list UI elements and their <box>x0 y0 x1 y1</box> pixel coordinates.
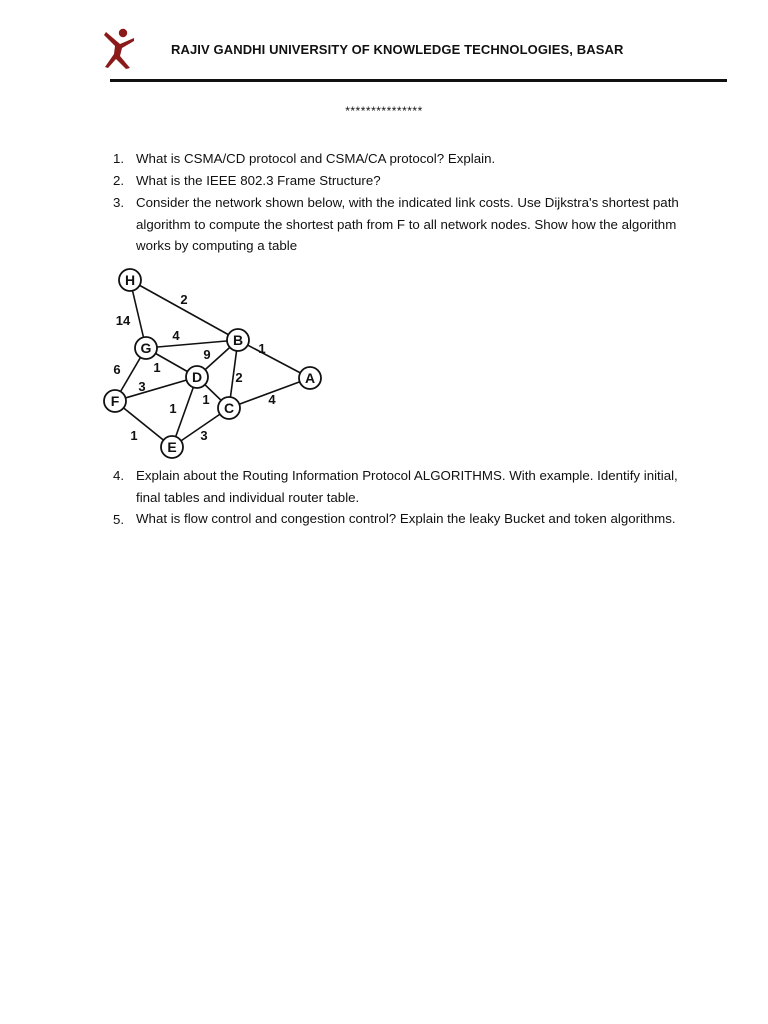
node-E <box>161 436 183 458</box>
node-G <box>135 337 157 359</box>
question-1 <box>113 148 679 170</box>
question-text: Consider the network shown below, with the indicated link costs. Use Dijkstra's shortest path algorithm to compute the shortest path from F to all network nodes. Show how the algorithm works by computing a table <box>136 195 679 253</box>
header-divider <box>110 79 727 82</box>
node-label: E <box>167 439 177 455</box>
question-3 <box>113 192 679 257</box>
node-F <box>104 390 126 412</box>
university-title: RAJIV GANDHI UNIVERSITY OF KNOWLEDGE TECHNOLOGIES, BASAR <box>171 42 624 57</box>
edge-cost-B-C: 2 <box>235 370 243 385</box>
node-label: D <box>191 369 203 385</box>
logo-figure-icon <box>100 26 138 70</box>
node-label: C <box>223 400 235 416</box>
question-text: Explain about the Routing Information Protocol ALGORITHMS. With example. Identify initial, final tables and individual router table. <box>136 468 678 505</box>
edge-H-B <box>130 280 238 340</box>
edge-cost-H-B: 2 <box>180 292 188 307</box>
question-text: What is CSMA/CD protocol and CSMA/CA protocol? Explain. <box>136 151 496 166</box>
node-label: A <box>304 370 316 386</box>
node-D <box>186 366 208 388</box>
edge-cost-G-D: 1 <box>153 360 161 375</box>
question-number: 2. <box>113 173 125 188</box>
node-label: F <box>110 393 120 409</box>
edge-cost-F-D: 3 <box>138 379 146 394</box>
edge-cost-B-A: 1 <box>258 341 266 356</box>
node-B <box>227 329 249 351</box>
edge-G-B <box>146 340 238 348</box>
edge-cost-D-C: 1 <box>202 392 210 407</box>
node-label: H <box>124 272 136 288</box>
network-graph <box>96 262 336 462</box>
edge-B-A <box>238 340 310 378</box>
question-number: 1. <box>113 151 125 166</box>
question-5 <box>113 509 679 528</box>
edge-cost-D-E: 1 <box>169 401 177 416</box>
edge-cost-G-F: 6 <box>113 362 121 377</box>
edge-cost-H-G: 14 <box>115 313 131 328</box>
question-number: 5. <box>113 512 125 527</box>
node-label: G <box>140 340 152 356</box>
question-text: What is the IEEE 802.3 Frame Structure? <box>136 173 381 188</box>
node-C <box>218 397 240 419</box>
separator-stars: *************** <box>345 104 423 118</box>
node-A <box>299 367 321 389</box>
question-text: What is flow control and congestion control? Explain the leaky Bucket and token algorithms. <box>136 511 676 526</box>
question-number: 3. <box>113 195 125 210</box>
question-2 <box>113 170 679 192</box>
edge-cost-B-D: 9 <box>203 347 211 362</box>
edge-cost-C-A: 4 <box>268 392 276 407</box>
edge-cost-E-C: 3 <box>200 428 208 443</box>
node-H <box>119 269 141 291</box>
node-label: B <box>232 332 244 348</box>
edge-cost-G-B: 4 <box>172 328 180 343</box>
question-number: 4. <box>113 468 125 483</box>
edge-cost-F-E: 1 <box>130 428 138 443</box>
question-4 <box>113 465 679 508</box>
